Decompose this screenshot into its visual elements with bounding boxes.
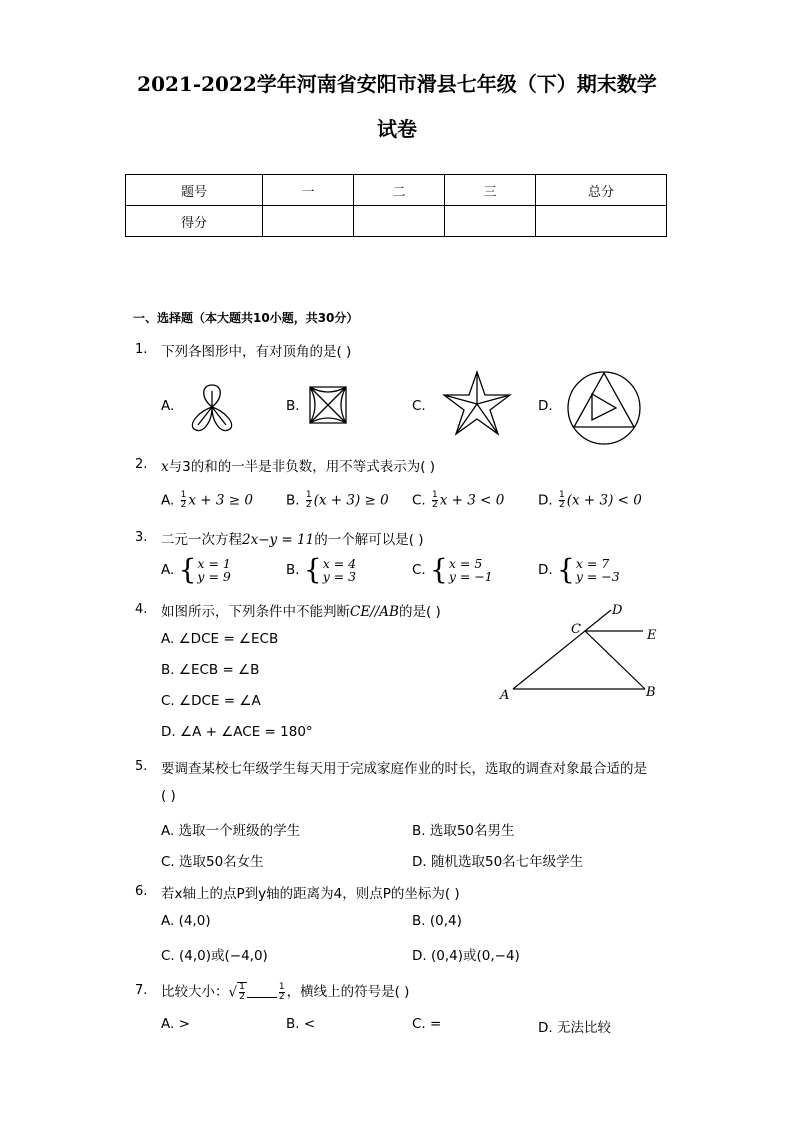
fraction: $\frac{1}{2}$ — [278, 981, 285, 1002]
fraction: $\frac{1}{2}$ — [180, 490, 187, 510]
point-label-D: D — [612, 603, 623, 618]
option-a[interactable] — [161, 491, 253, 510]
option-c[interactable]: C. = — [412, 1016, 442, 1032]
option-c[interactable] — [412, 491, 504, 510]
option-d[interactable]: D. 无法比较 — [538, 1020, 611, 1036]
sqrt-half: √ $\frac{1}{2}$ — [228, 982, 245, 1002]
equation-system: { x = 1 y = 9 — [178, 553, 231, 586]
option-a[interactable]: A. 选取一个班级的学生 — [161, 823, 301, 839]
option-d[interactable] — [538, 491, 642, 510]
option-label: B. — [286, 562, 300, 578]
option-c[interactable]: C. 选取50名女生 — [161, 854, 264, 870]
option-c[interactable] — [412, 553, 493, 586]
question-number: 1. — [135, 342, 148, 357]
trefoil-figure — [182, 383, 242, 435]
section-heading: 一、选择题（本大题共10小题，共30分） — [133, 311, 359, 325]
score-table-header-row — [126, 175, 667, 206]
point-label-C: C — [571, 622, 581, 637]
question-number: 6. — [135, 884, 148, 899]
score-header-cell: 一 — [263, 175, 354, 206]
question-text: 要调查某校七年级学生每天用于完成家庭作业的时长，选取的调查对象最合适的是 — [161, 761, 647, 777]
question-text: 如图所示，下列条件中不能判断CE//AB的是( ) — [161, 604, 441, 620]
option-label[interactable]: A. — [161, 398, 175, 414]
geometry-figure — [495, 598, 665, 708]
title-line-1: 2021-2022学年河南省安阳市滑县七年级（下）期末数学 — [137, 72, 657, 96]
square-cross-figure — [308, 385, 348, 425]
score-header-cell: 总分 — [536, 175, 667, 206]
option-b[interactable]: B. (0,4) — [412, 913, 462, 929]
score-row-label: 得分 — [126, 206, 263, 237]
option-label: A. — [161, 492, 175, 509]
equation-system: { x = 4 y = 3 — [303, 553, 357, 586]
option-label: D. — [538, 492, 553, 509]
score-cell[interactable] — [263, 206, 354, 237]
score-cell[interactable] — [354, 206, 445, 237]
relation: CE//AB — [350, 604, 399, 620]
score-header-cell: 二 — [354, 175, 445, 206]
question-number: 7. — [135, 983, 148, 998]
question-text-body: 与3的和的一半是非负数，用不等式表示为( ) — [168, 459, 436, 475]
fraction: $\frac{1}{2}$ — [432, 490, 438, 510]
segment-AD — [513, 610, 611, 689]
option-label[interactable]: D. — [538, 398, 553, 414]
question-paren: ( ) — [161, 788, 176, 804]
option-label: C. — [412, 492, 426, 509]
question-text: 若x轴上的点P到y轴的距离为4，则点P的坐标为( ) — [161, 886, 460, 902]
equation: 2x−y = 11 — [242, 532, 315, 548]
option-b[interactable]: B. 选取50名男生 — [412, 823, 515, 839]
option-label[interactable]: B. — [286, 398, 300, 414]
option-b[interactable] — [286, 553, 357, 586]
option-text: (x + 3) ≥ 0 — [313, 492, 389, 509]
option-a[interactable]: A. ∠DCE = ∠ECB — [161, 631, 279, 647]
question-number: 3. — [135, 530, 148, 545]
question-text: 下列各图形中，有对顶角的是( ) — [161, 344, 352, 360]
circle-triangle-figure — [566, 370, 642, 446]
option-b[interactable]: B. < — [286, 1016, 316, 1032]
option-d[interactable]: D. (0,4)或(0,−4) — [412, 948, 520, 964]
point-label-E: E — [647, 628, 657, 643]
option-a[interactable]: A. > — [161, 1016, 190, 1032]
option-label: C. — [412, 562, 426, 578]
option-c[interactable]: C. (4,0)或(−4,0) — [161, 948, 268, 964]
variable-x: x — [161, 459, 169, 475]
point-label-A: A — [500, 688, 510, 703]
score-cell[interactable] — [445, 206, 536, 237]
question-text: 二元一次方程2x−y = 11的一个解可以是( ) — [161, 532, 424, 548]
option-label: A. — [161, 562, 175, 578]
option-label[interactable]: C. — [412, 398, 426, 414]
score-header-cell: 题号 — [126, 175, 263, 206]
equation-system: { x = 5 y = −1 — [430, 553, 493, 586]
blank-line[interactable] — [247, 987, 277, 998]
option-c[interactable]: C. ∠DCE = ∠A — [161, 693, 261, 709]
segment-CB — [585, 631, 645, 689]
option-label: D. — [538, 562, 553, 578]
title-line-2: 试卷 — [377, 117, 417, 141]
equation-system: { x = 7 y = −3 — [556, 553, 620, 586]
question-text: 比较大小：√ $\frac{1}{2}$ $\frac{1}{2}$ ，横线上的符号是( ) — [161, 981, 410, 1002]
star-figure — [442, 370, 512, 436]
fraction: $\frac{1}{2}$ — [558, 490, 565, 510]
option-text: x + 3 < 0 — [439, 492, 505, 509]
score-cell[interactable] — [536, 206, 667, 237]
option-d[interactable] — [538, 553, 620, 586]
question-number: 4. — [135, 602, 148, 617]
option-a[interactable] — [161, 553, 231, 586]
option-d[interactable]: D. ∠A + ∠ACE = 180° — [161, 724, 313, 740]
option-b[interactable]: B. ∠ECB = ∠B — [161, 662, 260, 678]
option-text: x + 3 ≥ 0 — [188, 492, 253, 509]
question-text — [161, 455, 435, 475]
question-number: 2. — [135, 457, 148, 472]
question-number: 5. — [135, 759, 148, 774]
score-header-cell: 三 — [445, 175, 536, 206]
option-label: B. — [286, 492, 300, 509]
option-b[interactable] — [286, 491, 389, 510]
score-table — [125, 174, 667, 237]
point-label-B: B — [646, 685, 656, 700]
option-text: (x + 3) < 0 — [566, 492, 642, 509]
option-a[interactable]: A. (4,0) — [161, 913, 211, 929]
option-d[interactable]: D. 随机选取50名七年级学生 — [412, 854, 584, 870]
fraction: $\frac{1}{2}$ — [305, 490, 312, 510]
score-table-score-row — [126, 206, 667, 237]
